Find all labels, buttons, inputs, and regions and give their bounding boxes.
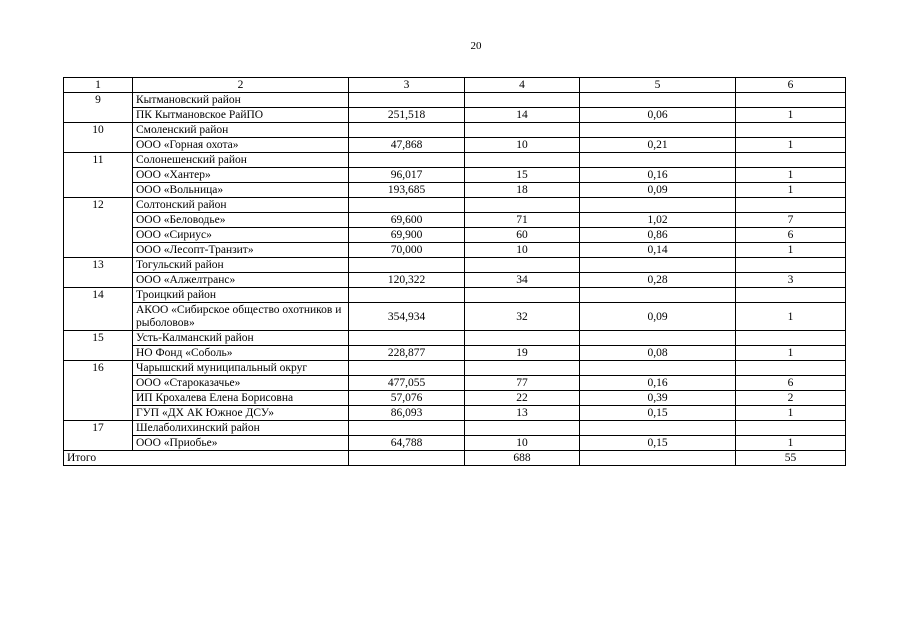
value-col4: 34: [465, 273, 580, 288]
empty-cell: [465, 361, 580, 376]
table-row: [64, 213, 846, 228]
district-name: Тогульский район: [133, 258, 349, 273]
group-number: 10: [64, 123, 133, 153]
empty-cell: [465, 258, 580, 273]
value-col6: 1: [736, 436, 846, 451]
value-col4: 77: [465, 376, 580, 391]
value-col4: 18: [465, 183, 580, 198]
value-col5: 1,02: [580, 213, 736, 228]
value-col3: 86,093: [349, 406, 465, 421]
value-col3: 47,868: [349, 138, 465, 153]
empty-cell: [465, 288, 580, 303]
value-col6: 3: [736, 273, 846, 288]
value-col6: 2: [736, 391, 846, 406]
value-col4: 71: [465, 213, 580, 228]
group-number: 16: [64, 361, 133, 421]
header-cell: 6: [736, 78, 846, 93]
table-row: [64, 108, 846, 123]
value-col5: 0,28: [580, 273, 736, 288]
organization-name: ООО «Приобье»: [133, 436, 349, 451]
table-row: [64, 303, 846, 331]
table-row: [64, 406, 846, 421]
table-row: [64, 228, 846, 243]
empty-cell: [349, 451, 465, 466]
total-row: [64, 451, 846, 466]
value-col3: 69,900: [349, 228, 465, 243]
organization-name: АКОО «Сибирское общество охотников и рыболовов»: [133, 303, 349, 331]
value-col5: 0,21: [580, 138, 736, 153]
district-row: [64, 153, 846, 168]
value-col4: 22: [465, 391, 580, 406]
district-name: Усть-Калманский район: [133, 331, 349, 346]
header-cell: 4: [465, 78, 580, 93]
value-col4: 19: [465, 346, 580, 361]
table-row: [64, 346, 846, 361]
empty-cell: [465, 123, 580, 138]
empty-cell: [349, 258, 465, 273]
district-row: [64, 421, 846, 436]
group-number: 13: [64, 258, 133, 288]
empty-cell: [349, 198, 465, 213]
value-col5: 0,16: [580, 168, 736, 183]
value-col5: 0,06: [580, 108, 736, 123]
value-col5: 0,09: [580, 183, 736, 198]
value-col6: 1: [736, 138, 846, 153]
value-col3: 251,518: [349, 108, 465, 123]
empty-cell: [349, 288, 465, 303]
district-name: Троицкий район: [133, 288, 349, 303]
value-col6: 1: [736, 183, 846, 198]
value-col3: 120,322: [349, 273, 465, 288]
empty-cell: [465, 198, 580, 213]
value-col6: 1: [736, 303, 846, 331]
organization-name: ООО «Лесопт-Транзит»: [133, 243, 349, 258]
empty-cell: [736, 361, 846, 376]
empty-cell: [349, 93, 465, 108]
value-col5: 0,14: [580, 243, 736, 258]
total-col6: 55: [736, 451, 846, 466]
organization-name: ГУП «ДХ АК Южное ДСУ»: [133, 406, 349, 421]
group-number: 12: [64, 198, 133, 258]
value-col4: 32: [465, 303, 580, 331]
district-name: Кытмановский район: [133, 93, 349, 108]
value-col3: 228,877: [349, 346, 465, 361]
value-col3: 193,685: [349, 183, 465, 198]
empty-cell: [580, 288, 736, 303]
table-row: [64, 436, 846, 451]
empty-cell: [580, 198, 736, 213]
value-col3: 57,076: [349, 391, 465, 406]
empty-cell: [736, 93, 846, 108]
empty-cell: [580, 421, 736, 436]
organization-name: НО Фонд «Соболь»: [133, 346, 349, 361]
empty-cell: [580, 153, 736, 168]
value-col5: 0,86: [580, 228, 736, 243]
group-number: 14: [64, 288, 133, 331]
value-col5: 0,09: [580, 303, 736, 331]
empty-cell: [349, 331, 465, 346]
empty-cell: [580, 451, 736, 466]
organization-name: ООО «Вольница»: [133, 183, 349, 198]
empty-cell: [580, 93, 736, 108]
empty-cell: [580, 331, 736, 346]
empty-cell: [736, 288, 846, 303]
empty-cell: [736, 153, 846, 168]
value-col5: 0,16: [580, 376, 736, 391]
header-cell: 5: [580, 78, 736, 93]
empty-cell: [580, 361, 736, 376]
empty-cell: [349, 361, 465, 376]
district-row: [64, 93, 846, 108]
empty-cell: [349, 153, 465, 168]
district-name: Солтонский район: [133, 198, 349, 213]
empty-cell: [736, 421, 846, 436]
group-number: 9: [64, 93, 133, 123]
empty-cell: [736, 258, 846, 273]
empty-cell: [465, 93, 580, 108]
value-col6: 1: [736, 168, 846, 183]
value-col3: 354,934: [349, 303, 465, 331]
district-row: [64, 288, 846, 303]
value-col3: 64,788: [349, 436, 465, 451]
empty-cell: [465, 421, 580, 436]
value-col4: 14: [465, 108, 580, 123]
value-col6: 6: [736, 228, 846, 243]
value-col5: 0,15: [580, 406, 736, 421]
empty-cell: [736, 331, 846, 346]
table-body: [64, 78, 846, 466]
header-row: [64, 78, 846, 93]
organization-name: ООО «Сириус»: [133, 228, 349, 243]
table-row: [64, 376, 846, 391]
district-row: [64, 123, 846, 138]
value-col4: 13: [465, 406, 580, 421]
value-col6: 1: [736, 406, 846, 421]
organization-name: ООО «Хантер»: [133, 168, 349, 183]
district-row: [64, 198, 846, 213]
district-row: [64, 361, 846, 376]
value-col5: 0,08: [580, 346, 736, 361]
data-table: [63, 77, 846, 466]
empty-cell: [465, 153, 580, 168]
value-col4: 15: [465, 168, 580, 183]
value-col3: 477,055: [349, 376, 465, 391]
organization-name: ООО «Староказачье»: [133, 376, 349, 391]
organization-name: ООО «Горная охота»: [133, 138, 349, 153]
value-col3: 69,600: [349, 213, 465, 228]
table-row: [64, 138, 846, 153]
district-name: Смоленский район: [133, 123, 349, 138]
value-col6: 7: [736, 213, 846, 228]
organization-name: ПК Кытмановское РайПО: [133, 108, 349, 123]
value-col6: 6: [736, 376, 846, 391]
table-row: [64, 243, 846, 258]
district-name: Чарышский муниципальный округ: [133, 361, 349, 376]
value-col4: 10: [465, 436, 580, 451]
value-col4: 10: [465, 243, 580, 258]
value-col6: 1: [736, 108, 846, 123]
value-col6: 1: [736, 346, 846, 361]
empty-cell: [465, 331, 580, 346]
empty-cell: [349, 123, 465, 138]
group-number: 15: [64, 331, 133, 361]
value-col5: 0,15: [580, 436, 736, 451]
value-col5: 0,39: [580, 391, 736, 406]
empty-cell: [580, 258, 736, 273]
total-col4: 688: [465, 451, 580, 466]
empty-cell: [736, 198, 846, 213]
table-row: [64, 391, 846, 406]
district-row: [64, 331, 846, 346]
value-col3: 96,017: [349, 168, 465, 183]
empty-cell: [736, 123, 846, 138]
header-cell: 1: [64, 78, 133, 93]
organization-name: ИП Крохалева Елена Борисовна: [133, 391, 349, 406]
district-row: [64, 258, 846, 273]
value-col4: 60: [465, 228, 580, 243]
table-row: [64, 183, 846, 198]
group-number: 17: [64, 421, 133, 451]
organization-name: ООО «Алжелтранс»: [133, 273, 349, 288]
empty-cell: [580, 123, 736, 138]
page-number: 20: [470, 40, 482, 52]
value-col3: 70,000: [349, 243, 465, 258]
total-label: Итого: [64, 451, 349, 466]
value-col4: 10: [465, 138, 580, 153]
header-cell: 3: [349, 78, 465, 93]
header-cell: 2: [133, 78, 349, 93]
district-name: Шелаболихинский район: [133, 421, 349, 436]
table-row: [64, 168, 846, 183]
table-row: [64, 273, 846, 288]
organization-name: ООО «Беловодье»: [133, 213, 349, 228]
value-col6: 1: [736, 243, 846, 258]
district-name: Солонешенский район: [133, 153, 349, 168]
group-number: 11: [64, 153, 133, 198]
empty-cell: [349, 421, 465, 436]
